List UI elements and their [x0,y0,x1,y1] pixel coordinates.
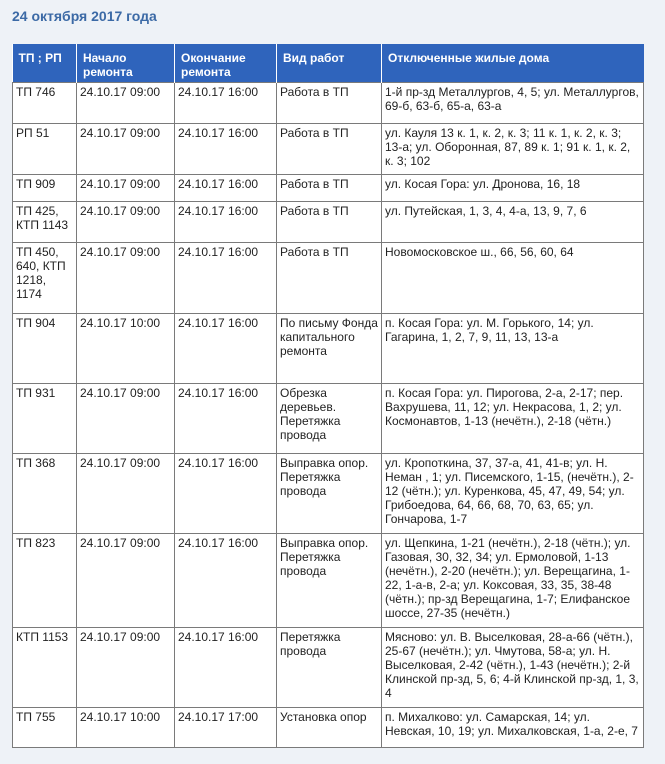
cell-end: 24.10.17 17:00 [175,707,277,747]
cell-tp: ТП 755 [13,707,77,747]
cell-type: Работа в ТП [277,201,382,242]
cell-type: Работа в ТП [277,242,382,313]
cell-start: 24.10.17 09:00 [77,533,175,627]
cell-tp: КТП 1153 [13,627,77,707]
cell-type: Обрезка деревьев. Перетяжка провода [277,383,382,453]
cell-houses: п. Косая Гора: ул. М. Горького, 14; ул. Гагарина, 1, 2, 7, 9, 11, 13, 13-а [382,313,644,383]
cell-start: 24.10.17 09:00 [77,627,175,707]
cell-tp: ТП 450, 640, КТП 1218, 1174 [13,242,77,313]
cell-tp: ТП 368 [13,453,77,533]
table-row [13,174,644,201]
cell-type: Выправка опор. Перетяжка провода [277,453,382,533]
cell-type: Перетяжка провода [277,627,382,707]
cell-end: 24.10.17 16:00 [175,242,277,313]
table-row [13,242,644,313]
header-tp: ТП ; РП [13,44,77,82]
cell-tp: ТП 746 [13,82,77,123]
table-row [13,533,644,627]
cell-end: 24.10.17 16:00 [175,627,277,707]
cell-type: Установка опор [277,707,382,747]
cell-end: 24.10.17 16:00 [175,82,277,123]
cell-houses: Мясново: ул. В. Выселковая, 28-а-66 (чётн.), 25-67 (нечётн.); ул. Чмутова, 58-а; ул. Н. Выселковая, 2-42 (чётн.), 1-43 (нечётн.); 2-й Клинской пр-зд, 5, 6; 4-й Клинской пр-зд, 1, 3, 4 [382,627,644,707]
header-start: Начало ремонта [77,44,175,82]
table-row [13,123,644,174]
cell-houses: ул. Кропоткина, 37, 37-а, 41, 41-в; ул. Н. Неман , 1; ул. Писемского, 1-15, (нечётн.), 2-12 (чётн.); ул. Куренкова, 45, 47, 49, 54; ул. Грибоедова, 64, 66, 68, 70, 63, 65; ул. Гончарова, 1-7 [382,453,644,533]
cell-houses: ул. Путейская, 1, 3, 4, 4-а, 13, 9, 7, 6 [382,201,644,242]
cell-tp: ТП 425, КТП 1143 [13,201,77,242]
cell-end: 24.10.17 16:00 [175,533,277,627]
cell-houses: 1-й пр-зд Металлургов, 4, 5; ул. Металлургов, 69-б, 63-б, 65-а, 63-а [382,82,644,123]
cell-start: 24.10.17 10:00 [77,313,175,383]
cell-start: 24.10.17 09:00 [77,174,175,201]
cell-end: 24.10.17 16:00 [175,313,277,383]
cell-tp: ТП 823 [13,533,77,627]
cell-end: 24.10.17 16:00 [175,123,277,174]
cell-type: Выправка опор. Перетяжка провода [277,533,382,627]
cell-start: 24.10.17 09:00 [77,123,175,174]
cell-tp: ТП 904 [13,313,77,383]
cell-houses: Новомосковское ш., 66, 56, 60, 64 [382,242,644,313]
cell-start: 24.10.17 09:00 [77,201,175,242]
cell-end: 24.10.17 16:00 [175,453,277,533]
cell-end: 24.10.17 16:00 [175,174,277,201]
cell-type: По письму Фонда капитального ремонта [277,313,382,383]
cell-start: 24.10.17 09:00 [77,82,175,123]
cell-start: 24.10.17 09:00 [77,383,175,453]
table-row [13,383,644,453]
cell-type: Работа в ТП [277,82,382,123]
outage-table [12,44,644,748]
page-title: 24 октября 2017 года [12,8,157,24]
table-row [13,82,644,123]
header-houses: Отключенные жилые дома [382,44,644,82]
cell-houses: п. Косая Гора: ул. Пирогова, 2-а, 2-17; пер. Вахрушева, 11, 12; ул. Некрасова, 1, 2; ул. Космонавтов, 1-13 (нечётн.), 2-18 (чётн.) [382,383,644,453]
cell-start: 24.10.17 09:00 [77,242,175,313]
table-row [13,627,644,707]
table-header-row [13,44,644,82]
header-type: Вид работ [277,44,382,82]
cell-end: 24.10.17 16:00 [175,383,277,453]
cell-tp: ТП 909 [13,174,77,201]
table-row [13,707,644,747]
table-row [13,313,644,383]
header-end: Окончание ремонта [175,44,277,82]
table-row [13,453,644,533]
cell-houses: ул. Косая Гора: ул. Дронова, 16, 18 [382,174,644,201]
cell-type: Работа в ТП [277,123,382,174]
cell-tp: РП 51 [13,123,77,174]
cell-houses: ул. Щепкина, 1-21 (нечётн.), 2-18 (чётн.); ул. Газовая, 30, 32, 34; ул. Ермоловой, 1-13 (нечётн.), 2-20 (нечётн.); ул. Верещагина, 1-22, 1-а-в, 2-а; ул. Коксовая, 33, 35, 38-48 (чётн.); пр-зд Верещагина, 1-7; Елифанское шоссе, 27-35 (нечётн.) [382,533,644,627]
cell-start: 24.10.17 09:00 [77,453,175,533]
cell-houses: ул. Кауля 13 к. 1, к. 2, к. 3; 11 к. 1, к. 2, к. 3; 13-а; ул. Оборонная, 87, 89 к. 1; 91 к. 1, к. 2, к. 3; 102 [382,123,644,174]
cell-start: 24.10.17 10:00 [77,707,175,747]
cell-type: Работа в ТП [277,174,382,201]
cell-end: 24.10.17 16:00 [175,201,277,242]
table-row [13,201,644,242]
cell-houses: п. Михалково: ул. Самарская, 14; ул. Невская, 10, 19; ул. Михалковская, 1-а, 2-е, 7 [382,707,644,747]
cell-tp: ТП 931 [13,383,77,453]
